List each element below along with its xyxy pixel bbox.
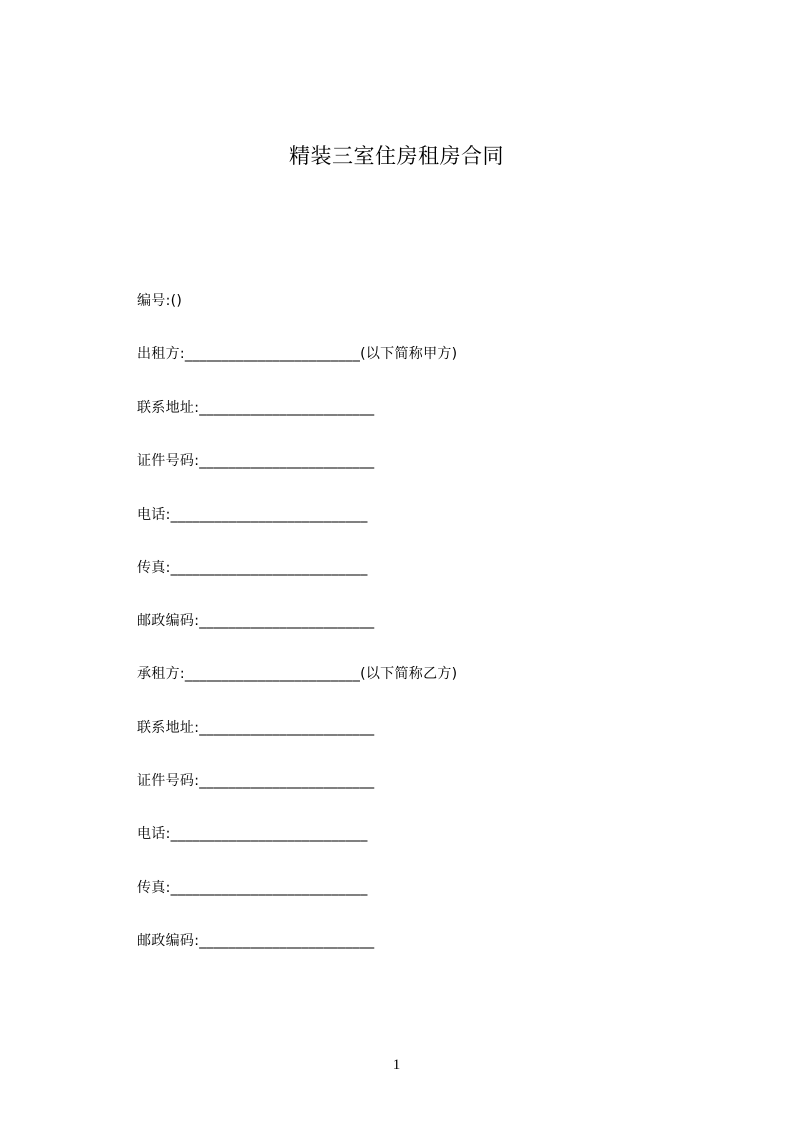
contract-number-field: 编号:() (137, 293, 183, 309)
lessee-name-field: 承租方:________________________(以下简称乙方) (137, 666, 458, 682)
lessee-id-field: 证件号码:________________________ (137, 773, 375, 789)
page-number: 1 (392, 1057, 401, 1073)
lessee-phone-field: 电话:___________________________ (137, 826, 368, 842)
lessor-postcode-field: 邮政编码:________________________ (137, 613, 375, 629)
lessor-name-field: 出租方:________________________(以下简称甲方) (137, 346, 458, 362)
lessee-postcode-field: 邮政编码:________________________ (137, 933, 375, 949)
lessor-id-field: 证件号码:________________________ (137, 453, 375, 469)
page-title: 精装三室住房租房合同 (289, 144, 504, 168)
lessor-phone-field: 电话:___________________________ (137, 507, 368, 523)
lessor-fax-field: 传真:___________________________ (137, 560, 368, 576)
lessee-fax-field: 传真:___________________________ (137, 880, 368, 896)
lessor-address-field: 联系地址:________________________ (137, 400, 375, 416)
lessee-address-field: 联系地址:________________________ (137, 720, 375, 736)
